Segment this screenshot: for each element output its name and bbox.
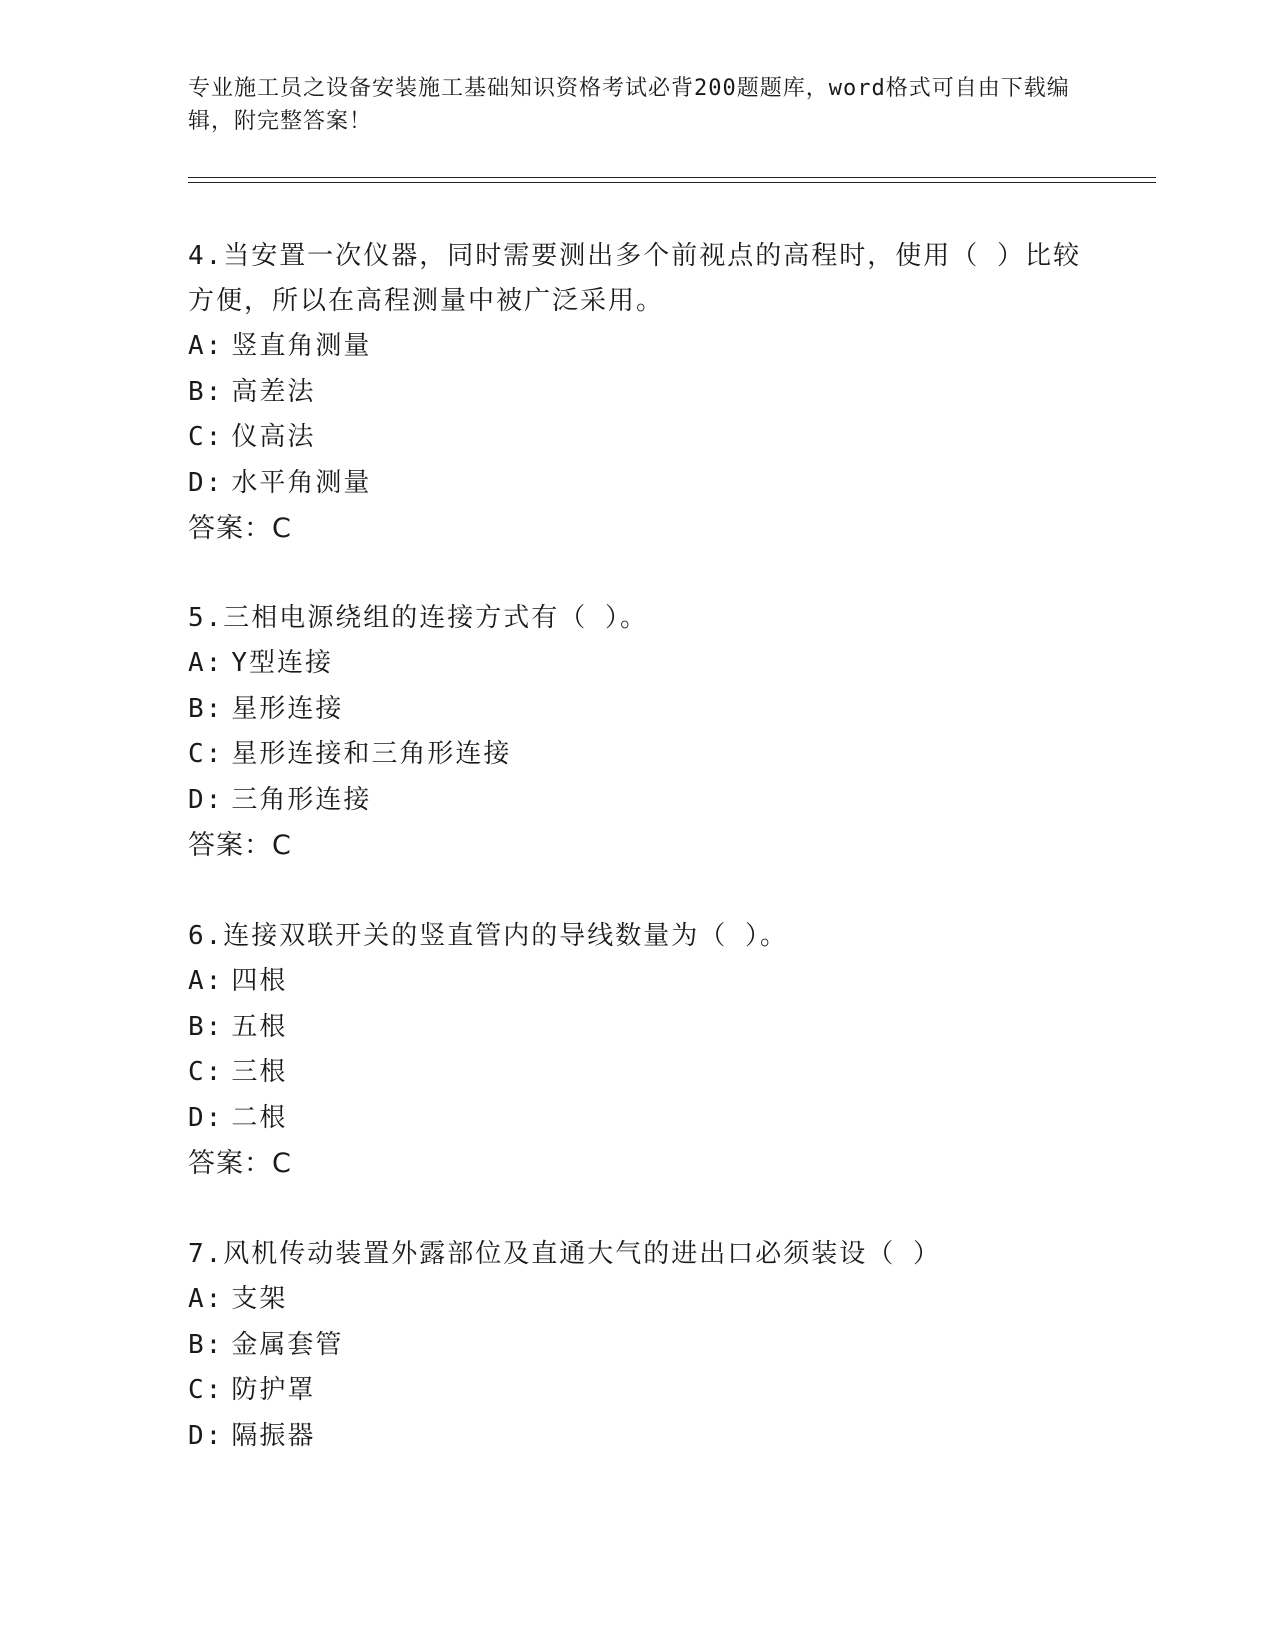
option-key: B: [188,1329,224,1360]
header-divider-bottom [188,182,1156,183]
option-text: 水平角测量 [231,467,372,498]
option-key: D: [188,1420,224,1451]
question-5 [188,596,1088,869]
option-key: D: [188,467,224,498]
option-text: Y型连接 [231,648,333,678]
answer-line: 答案：C [188,830,292,861]
option-text: 五根 [231,1011,288,1042]
question-6 [188,914,1088,1187]
option-text: 支架 [231,1284,288,1314]
option-b [188,687,1088,733]
option-key: A: [188,1284,224,1314]
option-c [188,415,1088,461]
answer-line: 答案：C [188,1148,292,1179]
option-text: 金属套管 [231,1329,344,1360]
option-key: B: [188,1011,224,1042]
option-d [188,778,1088,824]
option-text: 二根 [231,1102,288,1133]
option-text: 星形连接 [231,693,344,724]
option-a [188,324,1088,370]
option-b [188,1323,1088,1369]
option-a [188,959,1088,1005]
question-stem: 4.当安置一次仪器，同时需要测出多个前视点的高程时，使用（ ）比较方便，所以在高程测量中被广泛采用。 [188,241,1081,316]
option-c [188,1050,1088,1096]
option-key: B: [188,376,224,407]
option-b [188,370,1088,416]
option-d [188,1096,1088,1142]
option-text: 竖直角测量 [231,331,372,361]
option-key: A: [188,966,224,996]
option-key: C: [188,422,224,452]
option-text: 高差法 [231,376,316,407]
option-d [188,461,1088,507]
option-text: 仪高法 [231,422,316,452]
option-a [188,641,1088,687]
document-header: 专业施工员之设备安装施工基础知识资格考试必背200题题库，word格式可自由下载编辑，附完整答案！ [188,76,1070,134]
option-c [188,1368,1088,1414]
option-b [188,1005,1088,1051]
option-text: 星形连接和三角形连接 [231,739,512,769]
option-key: C: [188,1057,224,1087]
option-key: C: [188,739,224,769]
option-key: D: [188,1102,224,1133]
question-stem: 7.风机传动装置外露部位及直通大气的进出口必须装设（ ） [188,1239,941,1269]
option-key: D: [188,784,224,815]
answer-line: 答案：C [188,513,292,544]
option-key: A: [188,648,224,678]
question-4 [188,234,1088,552]
option-text: 三根 [231,1057,288,1087]
option-c [188,732,1088,778]
option-d [188,1414,1088,1460]
option-key: B: [188,693,224,724]
option-text: 防护罩 [231,1375,316,1405]
option-key: C: [188,1375,224,1405]
question-7 [188,1232,1088,1459]
question-stem: 6.连接双联开关的竖直管内的导线数量为（ ）。 [188,921,788,951]
header-divider-top [188,177,1156,178]
option-key: A: [188,331,224,361]
option-text: 四根 [231,966,288,996]
question-stem: 5.三相电源绕组的连接方式有（ ）。 [188,603,648,633]
option-text: 隔振器 [231,1420,316,1451]
option-text: 三角形连接 [231,784,372,815]
option-a [188,1277,1088,1323]
